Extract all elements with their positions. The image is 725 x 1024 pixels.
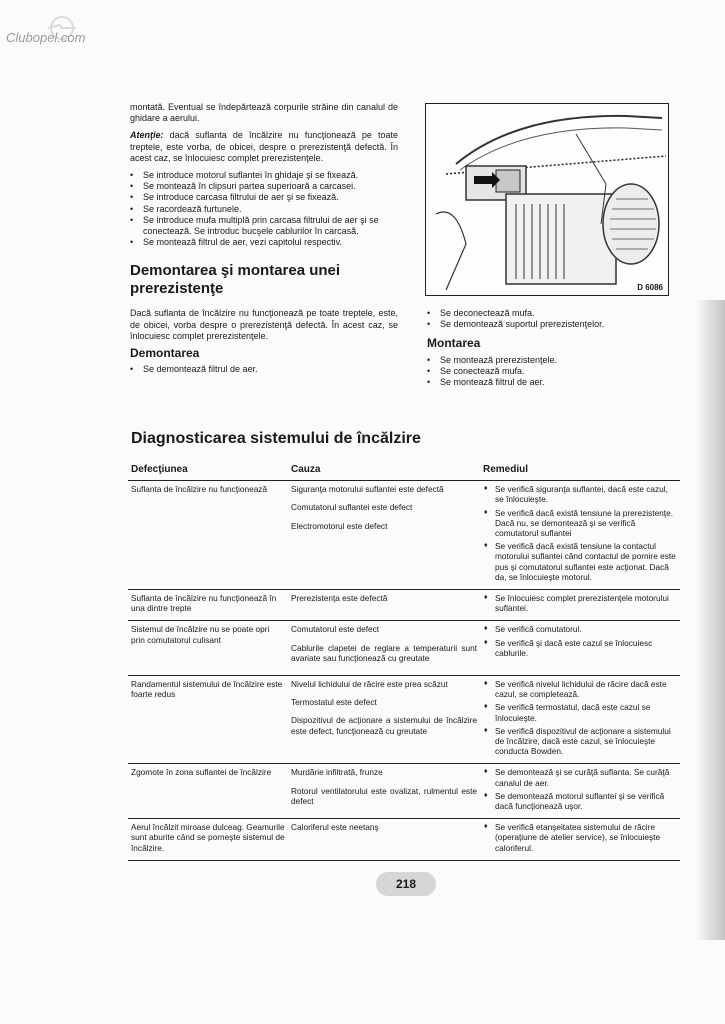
remedy-cell <box>480 819 680 861</box>
cause-cell <box>288 819 480 861</box>
header-cause: Cauza <box>288 460 480 481</box>
remedy-item: ♦ Se demontează motorul suflantei şi se verifică dacă funcţionează uşor. <box>483 791 677 811</box>
defect-cell: Aerul încălzit miroase dulceag. Geamurile sunt aburite când se porneşte sistemul de încălzire. <box>128 819 288 861</box>
right-column <box>427 308 677 394</box>
watermark-text: Clubopel.com <box>6 30 86 45</box>
left-column <box>130 102 398 381</box>
cause-item: Comutatorul este defect <box>291 624 380 635</box>
remedy-cell <box>480 676 680 764</box>
remedy-cell <box>480 621 680 676</box>
remedy-item: ♦ Se verifică şi dacă este cazul se înlocuiesc cablurile. <box>483 638 677 658</box>
remedy-item: ♦ Se verifică nivelul lichidului de răcire dacă este cazul, se completează. <box>483 679 677 699</box>
remedy-item: ♦ Se verifică dispozitivul de acţionare a sistemului de încălzire, dacă este cazul, se înlocuieşte conducta Bowden. <box>483 726 677 757</box>
list-item: • Se deconectează mufa. <box>427 308 677 319</box>
scan-edge-shadow <box>695 300 725 940</box>
montare-heading: Montarea <box>427 336 481 351</box>
remedy-cell <box>480 764 680 819</box>
list-item: • Se introduce motorul suflantei în ghidaje şi se fixează. <box>130 170 398 181</box>
cause-item: Rotorul ventilatorului este ovalizat, rulmentul este defect <box>291 785 477 806</box>
list-item: • Se montează prerezistenţele. <box>427 355 677 366</box>
list-item: • Se demontează filtrul de aer. <box>130 364 398 375</box>
table-row <box>128 676 680 764</box>
cause-item: Comutatorul suflantei este defect <box>291 502 413 513</box>
table-row <box>128 764 680 819</box>
figure-code: D 6086 <box>637 283 663 292</box>
demontare-list <box>130 364 398 375</box>
defect-cell: Suflanta de încălzire nu funcţionează în una dintre trepte <box>128 590 288 621</box>
defect-cell: Suflanta de încălzire nu funcţionează <box>128 481 288 590</box>
cause-cell <box>288 676 480 764</box>
remedy-item: ♦ Se verifică dacă există tensiune la contactul motorului suflantei când contactul de pornire este pus şi comutatorul suflantei este acţionat. Dacă da, se înlocuieşte motorul. <box>483 541 677 582</box>
cause-cell <box>288 621 480 676</box>
remedy-item: ♦ Se verifică dacă există tensiune la prerezistenţe. Dacă nu, se demontează şi se verifică comutatorul suflantei <box>483 508 677 539</box>
right-steps-list <box>427 308 677 330</box>
remedy-item: ♦ Se verifică comutatorul. <box>483 624 677 634</box>
defect-cell: Sistemul de încălzire nu se poate opri prin comutatorul culisant <box>128 621 288 676</box>
cause-item: Prerezistenţa este defectă <box>291 593 388 604</box>
list-item: • Se montează filtrul de aer, vezi capitolul respectiv. <box>130 237 398 248</box>
cause-item: Siguranţa motorului suflantei este defectă <box>291 484 444 495</box>
cause-cell <box>288 590 480 621</box>
defect-cell: Zgomote în zona suflantei de încălzire <box>128 764 288 819</box>
cause-item: Dispozitivul de acţionare a sistemului de încălzire este defect, funcţionează cu greutate <box>291 715 477 736</box>
header-remedy: Remediul <box>480 460 680 481</box>
remedy-cell <box>480 481 680 590</box>
list-item: • Se introduce mufa multiplă prin carcasa filtrului de aer şi se conectează. Se introduc bucşele cablurilor în carcasă. <box>130 215 398 237</box>
list-item: • Se montează filtrul de aer. <box>427 377 677 388</box>
montare-list <box>427 355 677 389</box>
cause-item: Caloriferul este neetanş <box>291 822 379 833</box>
attention-text: dacă suflanta de încălzire nu funcţionează pe toate treptele, este vorba, de obicei, despre o prerezistenţă defectă. În acest caz, se înlocuiesc complet prerezistenţele. <box>130 130 398 163</box>
table-row <box>128 481 680 590</box>
list-item: • Se demontează suportul prerezistenţelor. <box>427 319 677 330</box>
defect-cell: Randamentul sistemului de încălzire este foarte redus <box>128 676 288 764</box>
remedy-item: ♦ Se demontează şi se curăţă suflanta. Se curăţă canalul de aer. <box>483 767 677 787</box>
section-heading: Demontarea şi montarea unei prerezistenţe <box>130 262 341 298</box>
table-header-row <box>128 460 680 481</box>
attention-label: Atenţie: <box>130 130 164 141</box>
remedy-item: ♦ Se înlocuiesc complet prerezistenţele motorului suflantei. <box>483 593 677 613</box>
mounting-steps-list <box>130 170 398 248</box>
cause-item: Murdărie infiltrată, frunze <box>291 767 383 778</box>
section-paragraph: Dacă suflanta de încălzire nu funcţionează pe toate treptele, este, de obicei, vorba despre o prerezistenţă defectă. În acest caz, se înlocuiesc complet prerezistenţele. <box>130 308 398 341</box>
remedy-item: ♦ Se verifică etanşeitatea sistemului de răcire (operaţiune de atelier service), se înlocuieşte caloriferul. <box>483 822 677 853</box>
list-item: • Se conectează mufa. <box>427 366 677 377</box>
cause-item: Cablurile clapetei de reglare a temperaturii sunt avariate sau funcţionează cu greutate <box>291 642 477 663</box>
cause-cell <box>288 764 480 819</box>
remedy-item: ♦ Se verifică siguranţa suflantei, dacă este cazul, se înlocuieşte. <box>483 484 677 504</box>
remedy-cell <box>480 590 680 621</box>
demontare-heading: Demontarea <box>130 346 200 361</box>
header-defect: Defecţiunea <box>128 460 288 481</box>
intro-paragraph: montată. Eventual se îndepărtează corpurile străine din canalul de ghidare a aerului. <box>130 102 398 124</box>
diagnostic-table-body <box>128 481 680 861</box>
attention-paragraph <box>130 130 398 164</box>
blower-resistor-photo <box>425 103 669 296</box>
list-item: • Se racordează furtunele. <box>130 204 398 215</box>
cause-item: Electromotorul este defect <box>291 520 388 531</box>
remedy-item: ♦ Se verifică termostatul, dacă este cazul se înlocuieşte. <box>483 702 677 722</box>
list-item: • Se introduce carcasa filtrului de aer şi se fixează. <box>130 192 398 203</box>
table-row <box>128 590 680 621</box>
list-item: • Se montează în clipsuri partea superioară a carcasei. <box>130 181 398 192</box>
engine-bay-drawing <box>426 104 668 295</box>
diagnostic-title: Diagnosticarea sistemului de încălzire <box>131 430 421 447</box>
table-row <box>128 621 680 676</box>
diagnostic-table <box>128 460 680 861</box>
table-row <box>128 819 680 861</box>
cause-item: Nivelul lichidului de răcire este prea scăzut <box>291 679 448 690</box>
page-number: 218 <box>376 872 436 896</box>
cause-item: Termostatul este defect <box>291 697 377 708</box>
cause-cell <box>288 481 480 590</box>
